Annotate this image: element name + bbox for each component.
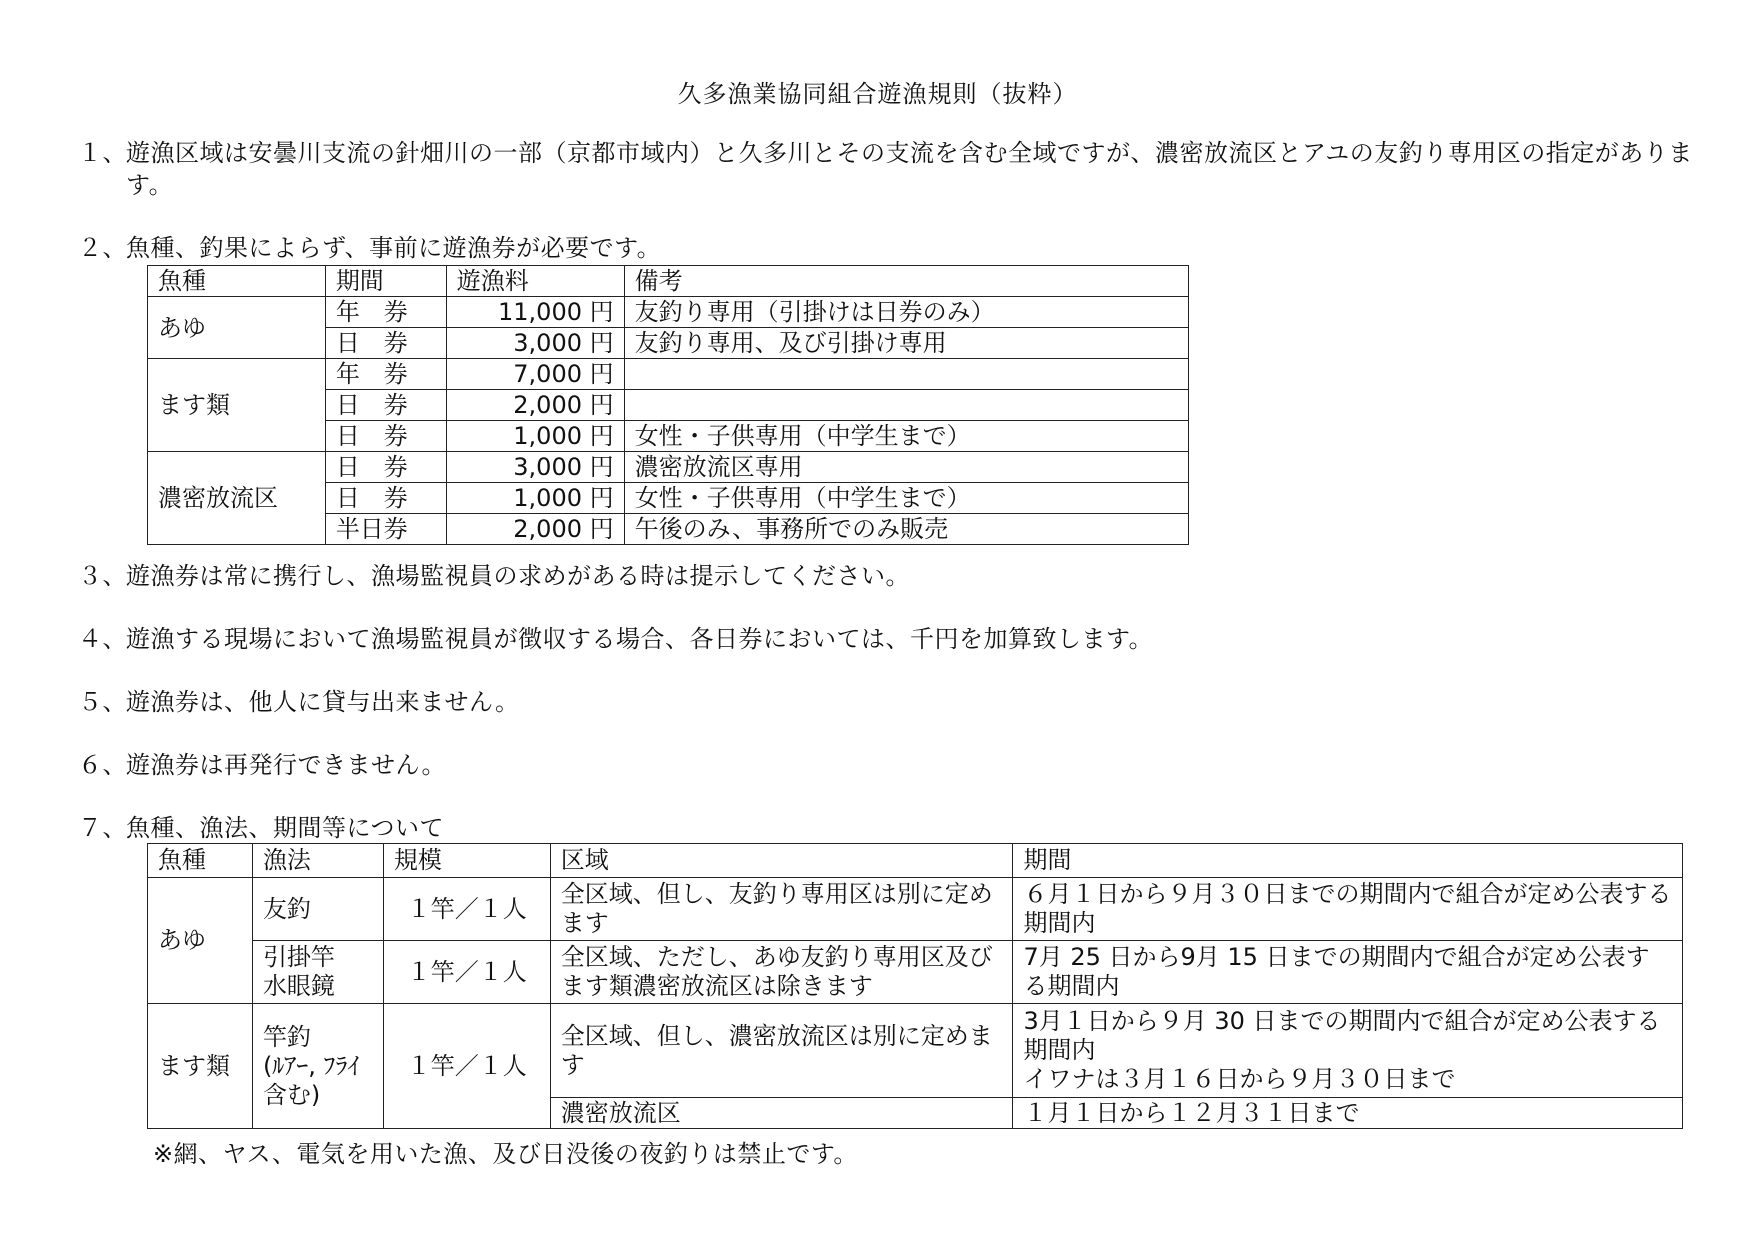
scale-cell: １竿／１人 [383,941,550,1004]
period-cell: 3月１日から９月 30 日までの期間内で組合が定め公表する期間内 イワナは３月１６日から９月３０日まで [1013,1004,1683,1098]
area-cell: 全区域、ただし、あゆ友釣り専用区及びます類濃密放流区は除きます [550,941,1013,1004]
period-cell: 日 券 [325,328,446,359]
species-cell: 濃密放流区 [148,452,326,545]
fee-cell: 7,000 円 [446,359,624,390]
method-cell: 友釣 [252,878,383,941]
rule-text: 遊漁券は常に携行し、漁場監視員の求めがある時は提示してください。 [126,562,910,590]
area-cell: 全区域、但し、友釣り専用区は別に定めます [550,878,1013,941]
header-cell: 魚種 [148,266,326,297]
page-title: 久多漁業協同組合遊漁規則（抜粋） [677,80,1078,108]
header-cell: 期間 [325,266,446,297]
note-cell: 女性・子供専用（中学生まで） [624,483,1188,514]
table-row [148,359,1189,390]
rule-text: 遊漁する現場において漁場監視員が徴収する場合、各日券においては、千円を加算致します。 [126,625,1154,653]
species-cell: あゆ [148,878,253,1004]
area-cell: 全区域、但し、濃密放流区は別に定めます [550,1004,1013,1098]
period-cell: ６月１日から９月３０日までの期間内で組合が定め公表する期間内 [1013,878,1683,941]
fee-cell: 1,000 円 [446,483,624,514]
period-cell: 半日券 [325,514,446,545]
rule-text: 魚種、釣果によらず、事前に遊漁券が必要です。 [126,234,662,262]
period-cell: 日 券 [325,452,446,483]
rule-number: ２、 [78,234,127,262]
rule-number: ４、 [78,625,127,653]
period-cell: 日 券 [325,483,446,514]
rule-text: 遊漁区域は安曇川支流の針畑川の一部（京都市域内）と久多川とその支流を含む全域ですが、濃密放流区とアユの友釣り専用区の指定があります。 [126,139,1693,199]
fee-cell: 1,000 円 [446,421,624,452]
method-cell: 引掛竿 水眼鏡 [252,941,383,1004]
table-row [148,452,1189,483]
note-cell: 濃密放流区専用 [624,452,1188,483]
period-cell: 7月 25 日から9月 15 日までの期間内で組合が定め公表する期間内 [1013,941,1683,1004]
header-cell: 魚種 [148,844,253,878]
note-cell [624,390,1188,421]
fee-cell: 3,000 円 [446,328,624,359]
species-cell: ます類 [148,359,326,452]
note-cell [624,359,1188,390]
table-row [148,878,1683,941]
header-cell: 期間 [1013,844,1683,878]
rule-item-1 [78,137,1698,201]
table-row [148,941,1683,1004]
rule-item-5 [78,686,1698,718]
note-cell: 友釣り専用、及び引掛け専用 [624,328,1188,359]
fee-cell: 2,000 円 [446,390,624,421]
method-table [147,843,1683,1129]
rule-text: 遊漁券は再発行できません。 [126,751,446,779]
scale-cell: １竿／１人 [383,1004,550,1129]
species-cell: あゆ [148,297,326,359]
species-cell: ます類 [148,1004,253,1129]
rule-number: ５、 [78,688,127,716]
table-row [148,1004,1683,1098]
note-cell: 午後のみ、事務所でのみ販売 [624,514,1188,545]
rule-item-4 [78,623,1698,655]
rule-item-7 [78,812,1698,844]
rule-number: １、 [78,139,127,167]
rule-number: ７、 [78,814,127,842]
rule-number: ３、 [78,562,127,590]
fee-cell: 3,000 円 [446,452,624,483]
table-row [148,297,1189,328]
header-cell: 漁法 [252,844,383,878]
period-cell: 日 券 [325,421,446,452]
rule-item-3 [78,560,1698,592]
period-cell: 日 券 [325,390,446,421]
fee-cell: 11,000 円 [446,297,624,328]
method-cell: 竿釣 (ﾙｱｰ, ﾌﾗｲ 含む) [252,1004,383,1129]
period-cell: １月１日から１２月３１日まで [1013,1098,1683,1129]
table-header-row [148,844,1683,878]
note-cell: 友釣り専用（引掛けは日券のみ） [624,297,1188,328]
fee-cell: 2,000 円 [446,514,624,545]
rule-item-6 [78,749,1698,781]
header-cell: 規模 [383,844,550,878]
area-cell: 濃密放流区 [550,1098,1013,1129]
header-cell: 備考 [624,266,1188,297]
scale-cell: １竿／１人 [383,878,550,941]
period-cell: 年 券 [325,359,446,390]
header-cell: 区域 [550,844,1013,878]
fee-table [147,265,1189,545]
prohibition-note: ※網、ヤス、電気を用いた漁、及び日没後の夜釣りは禁止です。 [153,1140,858,1168]
header-cell: 遊漁料 [446,266,624,297]
rule-text: 魚種、漁法、期間等について [126,814,445,842]
table-header-row [148,266,1189,297]
rule-item-2 [78,232,1698,264]
note-cell: 女性・子供専用（中学生まで） [624,421,1188,452]
rule-text: 遊漁券は、他人に貸与出来ません。 [126,688,520,716]
period-cell: 年 券 [325,297,446,328]
rule-number: ６、 [78,751,127,779]
